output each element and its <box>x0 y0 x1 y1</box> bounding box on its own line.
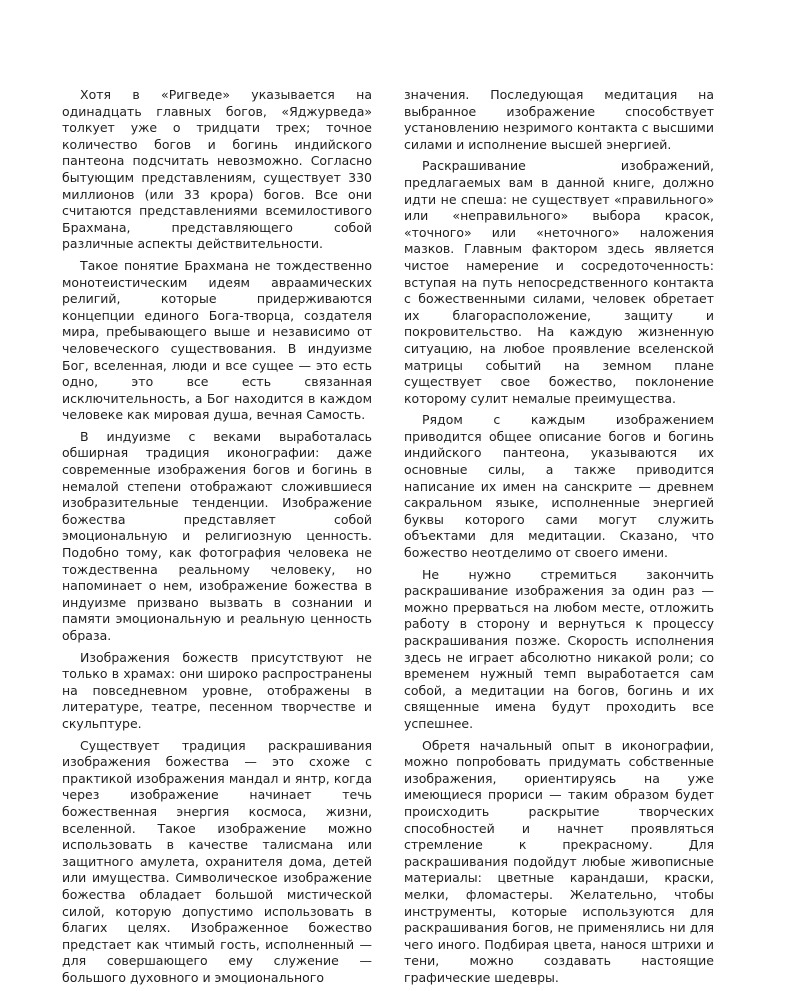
paragraph-no-rush: Не нужно стремиться закончить раскрашивание изображения за один раз — можно прерваться на любом месте, отложить работу в сторону и вернуться к процессу раскрашивания позже. Скорость исполнения здесь не играет абсолютно никакой роли; со временем нужный темп выработается сам собой, а медитации на богов, богинь и их священные имена будут проходить все успешнее. <box>404 566 714 731</box>
paragraph-descriptions: Рядом с каждым изображением приводится общее описание богов и богинь индийского пантеона, указываются их основные силы, а также приводится написание их имен на санскрите — древнем сакральном языке, исполненные энергией буквы которого сами могут служить объектами для медитации. Сказано, что божество неотделимо от своего имени. <box>404 412 714 561</box>
paragraph-iconography-tradition: В индуизме с веками выработалась обширная традиция иконографии: даже современные изображения богов и богинь в немалой степени отображают сложившиеся изобразительные тенденции. Изображение божества представляет собой эмоциональную и религиозную ценность. Подобно тому, как фотография человека не тождественна реальному человеку, но напоминает о нем, изображение божества в индуизме призвано вызвать в сознании и памяти эмоциональную и реальную ценность образа. <box>62 428 372 643</box>
paragraph-brahman-concept: Такое понятие Брахмана не тождественно монотеистическим идеям авраамических религий, которые придерживаются концепции единого Бога-творца, создателя мира, пребывающего выше и независимо от человеческого существования. В индуизме Бог, вселенная, люди и все сущее — это есть одно, это все есть связанная исключительность, а Бог находится в каждом человеке как мировая душа, вечная Самость. <box>62 257 372 423</box>
left-text-column <box>62 87 372 991</box>
paragraph-images-everyday: Изображения божеств присутствуют не только в храмах: они широко распространены на повседневном уровне, отображены в литературе, театре, песенном творчестве и скульптуре. <box>62 649 372 731</box>
paragraph-rigveda-gods: Хотя в «Ригведе» указывается на одинадцать главных богов, «Яджурведа» толкует уже о тридцати трех; точное количество богов и богинь индийского пантеона подсчитать невозможно. Согласно бытующим представлениям, существует 330 миллионов (или 33 крора) богов. Все они считаются представлениями всемилостивого Брахмана, представляющего собой различные аспекты действительности. <box>62 87 372 252</box>
paragraph-continuation: значения. Последующая медитация на выбранное изображение способствует установлению незримого контакта с высшими силами и исполнение высшей энергией. <box>404 87 714 152</box>
right-text-column <box>404 87 714 991</box>
paragraph-coloring-slowly: Раскрашивание изображений, предлагаемых вам в данной книге, должно идти не спеша: не существует «правильного» или «неправильного» выбора красок, «точного» или «неточного» наложения мазков. Главным фактором здесь является чистое намерение и сосредоточенность: вступая на путь непосредственного контакта с божественными силами, человек обретает их благорасположение, защиту и покровительство. На каждую жизненную ситуацию, на любое проявление вселенской матрицы событий на земном плане существует свое божество, поклонение которому сулит немалые преимущества. <box>404 158 714 406</box>
paragraph-coloring-tradition: Существует традиция раскрашивания изображения божества — это схоже с практикой изображения мандал и янтр, когда через изображение начинает течь божественная энергия космоса, жизни, вселенной. Такое изображение можно использовать в качестве талисмана или защитного амулета, охранителя дома, детей или имущества. Символическое изображение божества обладает большой мистической силой, которую допустимо использовать в благих целях. Изображенное божество предстает как чтимый гость, исполненный — для совершающего ему служение — большого духовного и эмоционального <box>62 737 372 985</box>
paragraph-own-images: Обретя начальный опыт в иконографии, можно попробовать придумать собственные изображения, ориентируясь на уже имеющиеся прориси — таким образом будет происходить раскрытие творческих способностей и начнет проявляться стремление к прекрасному. Для раскрашивания подойдут любые живописные материалы: цветные карандаши, краски, мелки, фломастеры. Желательно, чтобы инструменты, которые используются для раскрашивания богов, не применялись ни для чего иного. Подбирая цвета, нанося штрихи и тени, можно создавать настоящие графические шедевры. <box>404 737 714 985</box>
